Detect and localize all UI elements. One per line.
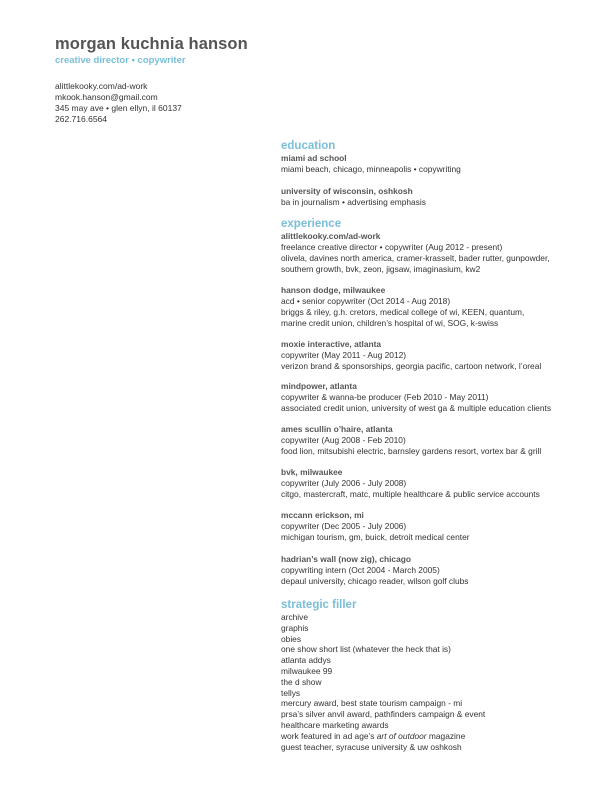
contact-address: 345 may ave • glen ellyn, il 60137 [55,103,182,113]
contact-email: mkook.hanson@gmail.com [55,92,158,102]
entry-line: copywriting intern (Oct 2004 - March 2005) [281,564,440,575]
filler-title: strategic filler [281,599,357,611]
entry-heading: moxie interactive, atlanta [281,339,382,349]
featured-suffix: magazine [426,730,466,741]
filler-item: atlanta addys [281,655,331,666]
entry-line: southern growth, bvk, zeon, jigsaw, imaginasium, kw2 [281,263,481,274]
entry-line: olivela, davines north america, cramer-krasselt, bader rutter, gunpowder, [281,252,550,263]
filler-item: graphis [281,622,309,633]
filler-item: guest teacher, syracuse university & uw oshkosh [281,741,462,752]
entry-line: freelance creative director • copywriter (Aug 2012 - present) [281,241,503,252]
filler-list [281,612,485,752]
filler-item: obies [281,633,302,644]
experience-entry [281,339,541,372]
entry-line: copywriter (Dec 2005 - July 2006) [281,520,407,531]
education-entry [281,153,461,175]
experience-entry [281,424,541,457]
entry-line: verizon brand & sponsorships, georgia pacific, cartoon network, l’oreal [281,360,542,371]
entry-heading: bvk, milwaukee [281,467,343,477]
experience-title: experience [281,218,342,230]
featured-prefix: work featured in ad age’s [281,730,377,741]
experience-entry [281,285,524,329]
entry-heading: university of wisconsin, oshkosh [281,186,413,196]
experience-entry [281,467,540,500]
experience-entry [281,381,551,414]
entry-line: ba in journalism • advertising emphasis [281,196,426,207]
education-entry [281,186,426,208]
entry-heading: alittlekooky.com/ad-work [281,231,381,241]
entry-line: briggs & riley, g.h. cretors, medical college of wi, KEEN, quantum, [281,306,525,317]
filler-item: prsa’s silver anvil award, pathfinders campaign & event [281,709,486,720]
filler-item: archive [281,612,308,622]
entry-line: depaul university, chicago reader, wilson golf clubs [281,575,469,586]
filler-item: mercury award, best state tourism campaign - mi [281,698,463,709]
entry-heading: miami ad school [281,153,347,163]
entry-line: miami beach, chicago, minneapolis • copywriting [281,163,461,174]
entry-line: copywriter & wanna-be producer (Feb 2010 - May 2011) [281,391,489,402]
filler-item: healthcare marketing awards [281,719,389,730]
entry-line: food lion, mitsubishi electric, barnsley gardens resort, vortex bar & grill [281,445,542,456]
entry-heading: mccann erickson, mi [281,510,364,520]
entry-line: citgo, mastercraft, matc, multiple healthcare & public service accounts [281,488,540,499]
entry-heading: hadrian’s wall (now zig), chicago [281,554,411,564]
entry-heading: hanson dodge, milwaukee [281,285,386,295]
filler-item: milwaukee 99 [281,665,333,676]
entry-heading: mindpower, atlanta [281,381,357,391]
contact-phone: 262.716.6564 [55,114,107,124]
resume-name: morgan kuchnia hanson [55,35,248,53]
entry-line: associated credit union, university of west ga & multiple education clients [281,402,552,413]
filler-item-featured [281,731,485,742]
filler-item: one show short list (whatever the heck that is) [281,644,451,655]
entry-line: acd • senior copywriter (Oct 2014 - Aug 2018) [281,295,451,306]
filler-item: tellys [281,687,301,698]
entry-line: copywriter (July 2006 - July 2008) [281,477,407,488]
entry-line: michigan tourism, gm, buick, detroit medical center [281,531,470,542]
entry-line: marine credit union, children’s hospital of wi, SOG, k-swiss [281,317,499,328]
experience-entry [281,231,550,275]
entry-heading: ames scullin o’haire, atlanta [281,424,393,434]
contact-block [55,81,182,125]
entry-line: copywriter (May 2011 - Aug 2012) [281,349,407,360]
education-title: education [281,140,336,152]
resume-tagline: creative director • copywriter [55,55,186,66]
featured-magazine: art of outdoor [376,730,427,741]
experience-entry [281,554,468,587]
contact-website: alittlekooky.com/ad-work [55,81,148,91]
entry-line: copywriter (Aug 2008 - Feb 2010) [281,434,406,445]
filler-item: the d show [281,676,322,687]
experience-entry [281,510,470,543]
